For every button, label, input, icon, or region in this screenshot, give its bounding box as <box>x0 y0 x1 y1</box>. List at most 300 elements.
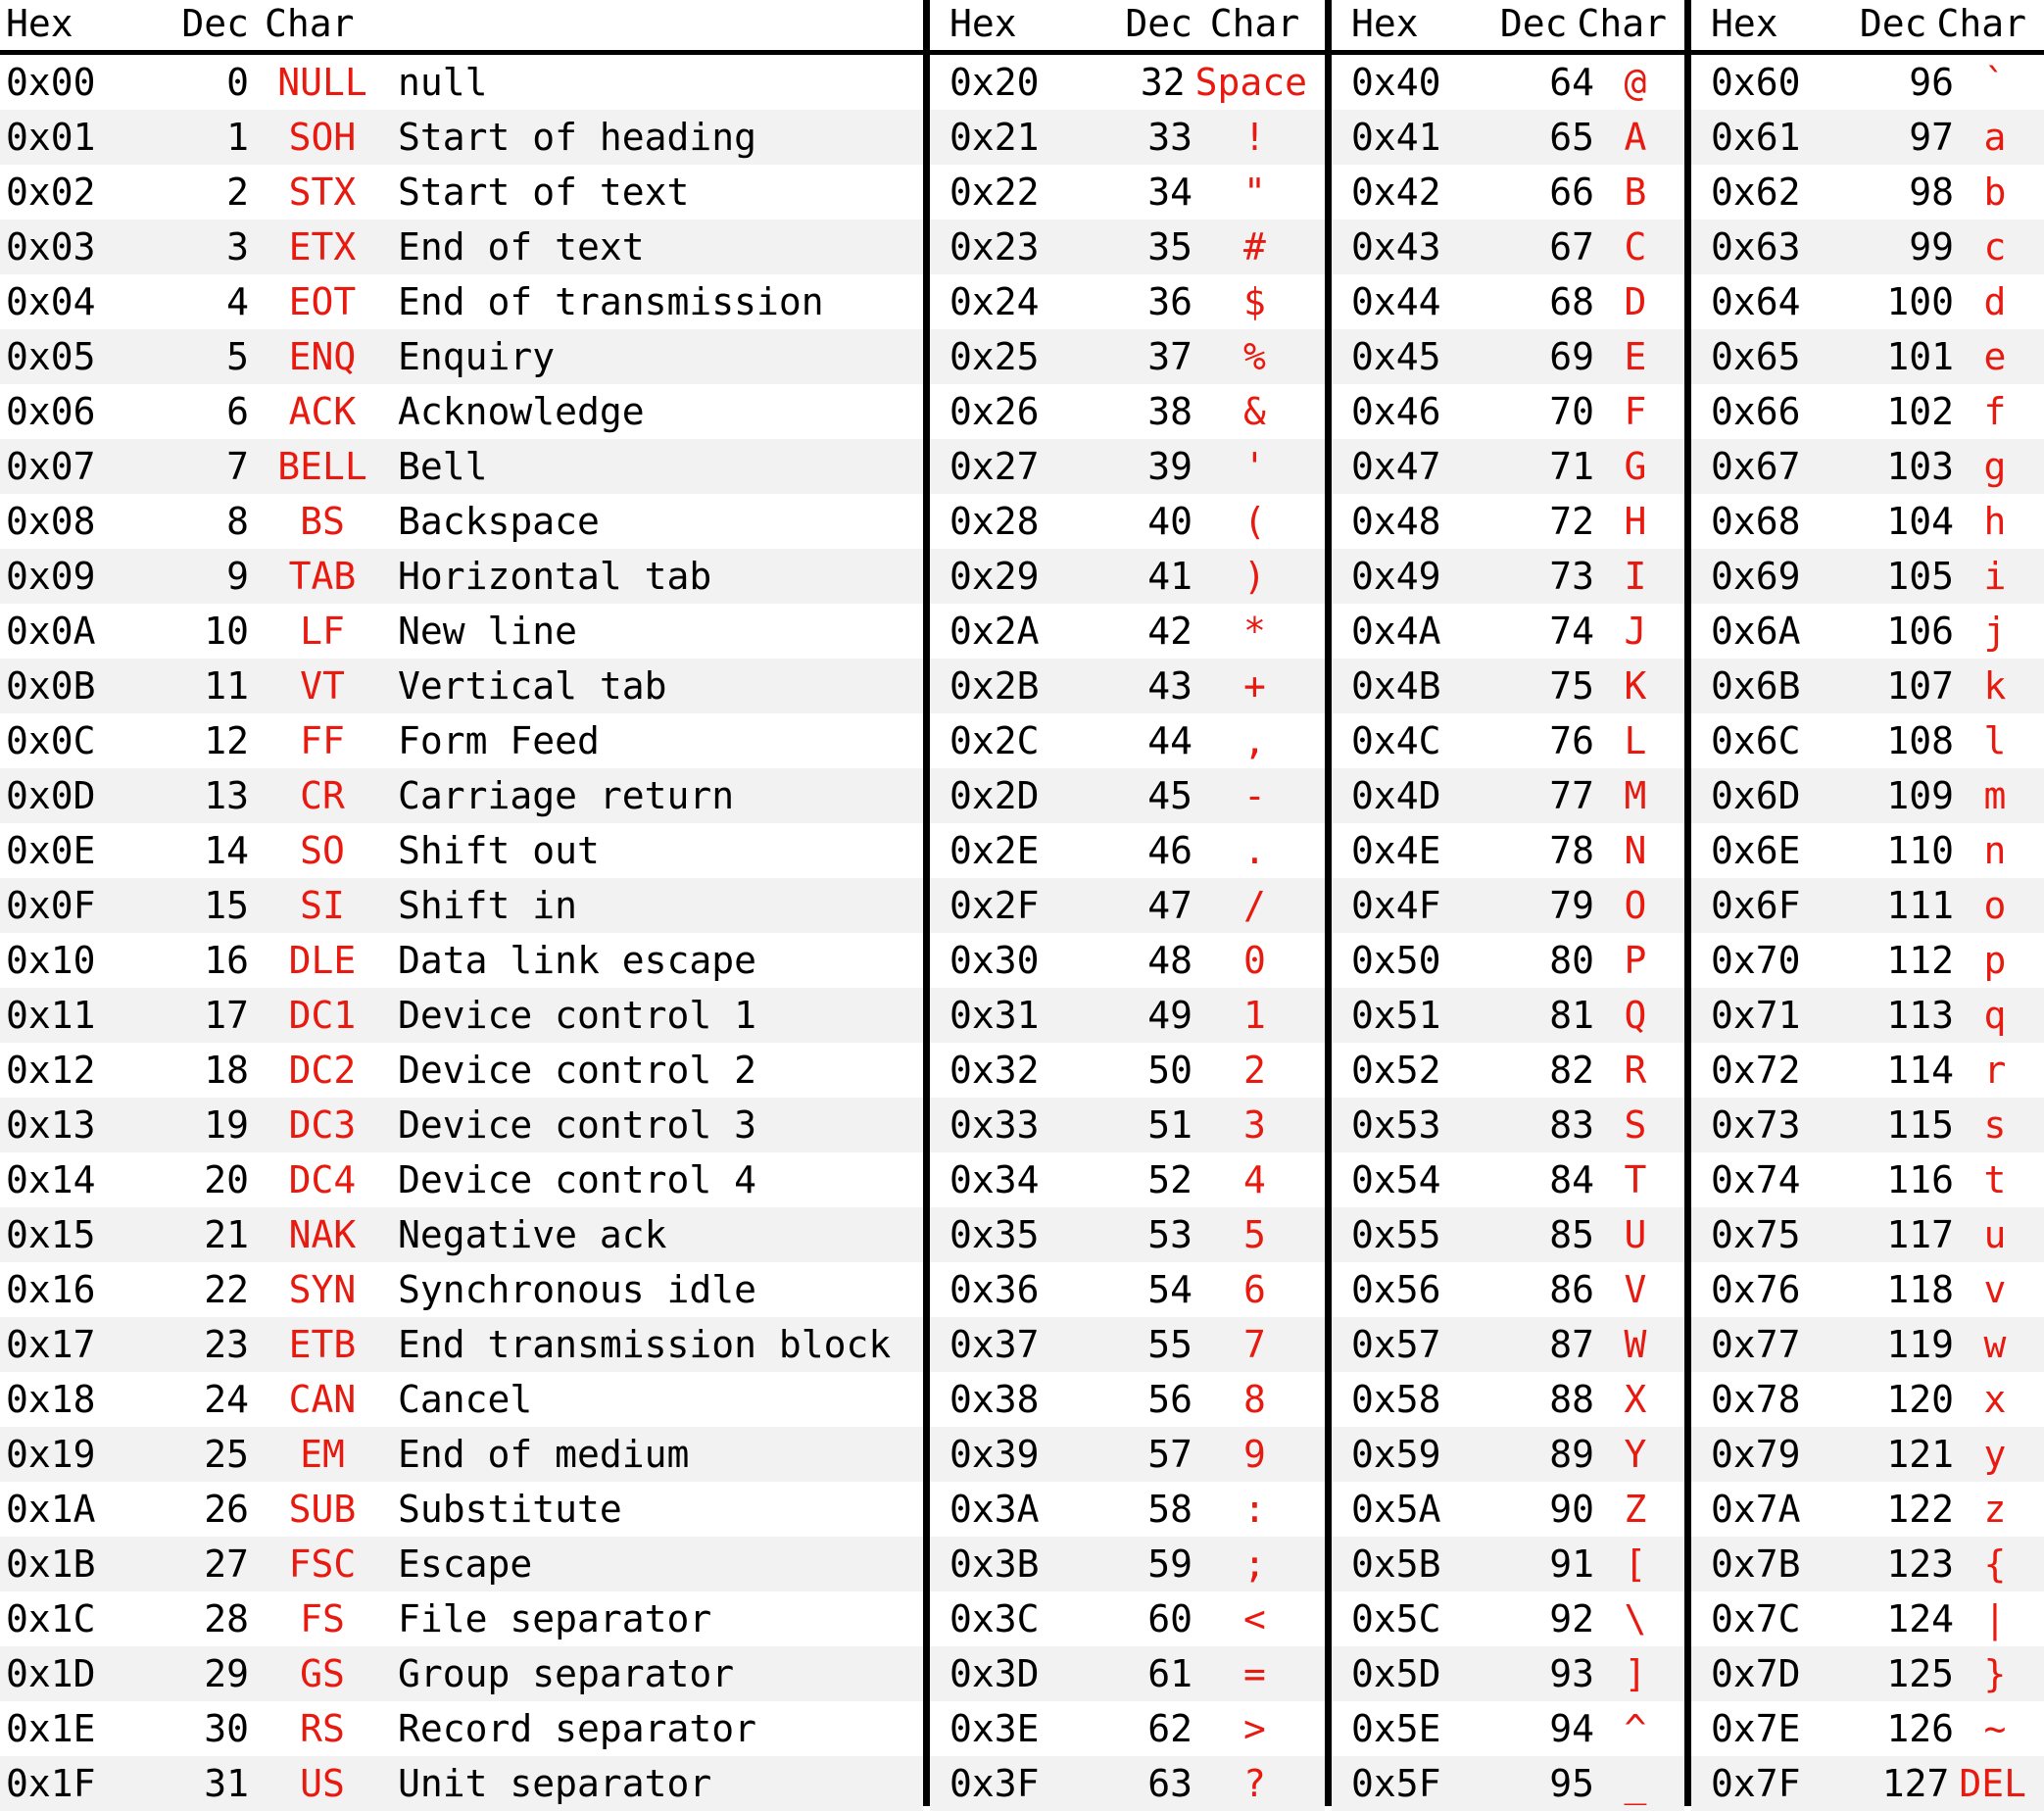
cell-character: c <box>1983 225 2007 269</box>
cell-character: U <box>1624 1213 1647 1256</box>
cell-abbreviation: DC3 <box>288 1103 357 1147</box>
cell-character: X <box>1624 1378 1647 1421</box>
cell-dec: 115 <box>1886 1103 1954 1147</box>
cell-character: ^ <box>1624 1707 1647 1750</box>
cell-hex: 0x3C <box>949 1597 1040 1640</box>
cell-hex: 0x12 <box>6 1049 96 1092</box>
table-row <box>1332 329 1684 384</box>
cell-character: > <box>1243 1707 1266 1750</box>
cell-character: 5 <box>1243 1213 1266 1256</box>
cell-hex: 0x10 <box>6 939 96 982</box>
cell-dec: 29 <box>204 1652 249 1695</box>
table-row <box>1332 1317 1684 1372</box>
cell-hex: 0x39 <box>949 1433 1040 1476</box>
cell-hex: 0x77 <box>1711 1323 1801 1366</box>
cell-dec: 84 <box>1549 1158 1594 1201</box>
cell-dec: 60 <box>1147 1597 1192 1640</box>
cell-dec: 114 <box>1886 1049 1954 1092</box>
cell-character: b <box>1983 171 2007 214</box>
table-row <box>0 494 923 549</box>
cell-hex: 0x0C <box>6 719 96 762</box>
table-row <box>1691 1591 2044 1646</box>
cell-hex: 0x49 <box>1351 555 1441 598</box>
table-row <box>930 1646 1325 1701</box>
cell-hex: 0x5E <box>1351 1707 1441 1750</box>
ascii-rows-uppercase <box>1332 55 1684 1811</box>
cell-hex: 0x53 <box>1351 1103 1441 1147</box>
cell-dec: 14 <box>204 829 249 872</box>
cell-character: - <box>1243 774 1266 817</box>
cell-dec: 49 <box>1147 994 1192 1037</box>
cell-description: Synchronous idle <box>398 1268 757 1311</box>
table-row <box>1332 384 1684 439</box>
table-row <box>1691 713 2044 768</box>
cell-hex: 0x1A <box>6 1488 96 1531</box>
cell-character: x <box>1983 1378 2007 1421</box>
cell-hex: 0x07 <box>6 445 96 488</box>
table-row <box>1332 1152 1684 1207</box>
cell-hex: 0x34 <box>949 1158 1040 1201</box>
cell-hex: 0x3F <box>949 1762 1040 1805</box>
cell-abbreviation: CAN <box>288 1378 357 1421</box>
cell-hex: 0x41 <box>1351 116 1441 159</box>
cell-character: $ <box>1243 280 1266 323</box>
cell-dec: 79 <box>1549 884 1594 927</box>
cell-dec: 125 <box>1886 1652 1954 1695</box>
cell-dec: 57 <box>1147 1433 1192 1476</box>
table-row <box>930 604 1325 659</box>
table-row <box>0 1701 923 1756</box>
cell-character: : <box>1243 1488 1266 1531</box>
cell-character: 6 <box>1243 1268 1266 1311</box>
cell-description: Horizontal tab <box>398 555 712 598</box>
cell-dec: 34 <box>1147 171 1192 214</box>
cell-character: y <box>1983 1433 2007 1476</box>
cell-description: Negative ack <box>398 1213 667 1256</box>
cell-character: N <box>1624 829 1647 872</box>
table-row <box>930 1482 1325 1537</box>
table-row <box>930 1317 1325 1372</box>
table-row <box>1332 439 1684 494</box>
cell-description: Record separator <box>398 1707 757 1750</box>
cell-dec: 68 <box>1549 280 1594 323</box>
table-row <box>930 988 1325 1043</box>
cell-dec: 93 <box>1549 1652 1594 1695</box>
table-row <box>0 55 923 110</box>
cell-description: End of medium <box>398 1433 690 1476</box>
cell-character: D <box>1624 280 1647 323</box>
table-row <box>1691 768 2044 823</box>
cell-hex: 0x20 <box>949 61 1040 104</box>
cell-dec: 65 <box>1549 116 1594 159</box>
table-row <box>1332 1207 1684 1262</box>
cell-description: Carriage return <box>398 774 735 817</box>
column-header-char: Char <box>1577 2 1667 45</box>
cell-hex: 0x2C <box>949 719 1040 762</box>
cell-hex: 0x66 <box>1711 390 1801 433</box>
cell-character: 7 <box>1243 1323 1266 1366</box>
cell-description: Substitute <box>398 1488 622 1531</box>
cell-dec: 6 <box>226 390 249 433</box>
cell-hex: 0x0B <box>6 664 96 708</box>
column-header-dec: Dec <box>1499 2 1568 45</box>
cell-dec: 24 <box>204 1378 249 1421</box>
cell-dec: 50 <box>1147 1049 1192 1092</box>
cell-abbreviation: SYN <box>288 1268 357 1311</box>
cell-character: m <box>1983 774 2007 817</box>
cell-dec: 69 <box>1549 335 1594 378</box>
cell-description: Device control 4 <box>398 1158 757 1201</box>
cell-dec: 91 <box>1549 1542 1594 1586</box>
column-header-hex: Hex <box>6 2 73 45</box>
column-header-char: Char <box>265 2 355 45</box>
cell-hex: 0x1C <box>6 1597 96 1640</box>
table-row <box>1691 823 2044 878</box>
cell-dec: 124 <box>1886 1597 1954 1640</box>
table-row <box>1691 1043 2044 1098</box>
cell-character: ) <box>1243 555 1266 598</box>
cell-hex: 0x08 <box>6 500 96 543</box>
table-row <box>1691 1537 2044 1591</box>
cell-description: Bell <box>398 445 488 488</box>
cell-abbreviation: NULL <box>277 61 367 104</box>
cell-dec: 73 <box>1549 555 1594 598</box>
cell-hex: 0x03 <box>6 225 96 269</box>
cell-character: l <box>1983 719 2007 762</box>
cell-hex: 0x62 <box>1711 171 1801 214</box>
cell-dec: 12 <box>204 719 249 762</box>
cell-hex: 0x6D <box>1711 774 1801 817</box>
cell-character: s <box>1983 1103 2007 1147</box>
cell-character: S <box>1624 1103 1647 1147</box>
cell-dec: 51 <box>1147 1103 1192 1147</box>
cell-hex: 0x57 <box>1351 1323 1441 1366</box>
cell-dec: 87 <box>1549 1323 1594 1366</box>
table-row <box>1332 768 1684 823</box>
cell-character: ] <box>1624 1652 1647 1695</box>
cell-description: Device control 3 <box>398 1103 757 1147</box>
table-row <box>1332 604 1684 659</box>
cell-description: End of transmission <box>398 280 824 323</box>
cell-dec: 119 <box>1886 1323 1954 1366</box>
cell-hex: 0x2F <box>949 884 1040 927</box>
cell-dec: 5 <box>226 335 249 378</box>
cell-dec: 63 <box>1147 1762 1192 1805</box>
cell-dec: 31 <box>204 1762 249 1805</box>
cell-abbreviation: RS <box>300 1707 345 1750</box>
table-row <box>1332 1427 1684 1482</box>
cell-dec: 15 <box>204 884 249 927</box>
cell-hex: 0x69 <box>1711 555 1801 598</box>
cell-dec: 103 <box>1886 445 1954 488</box>
cell-dec: 118 <box>1886 1268 1954 1311</box>
table-row <box>0 165 923 220</box>
cell-hex: 0x2D <box>949 774 1040 817</box>
table-row <box>1691 274 2044 329</box>
cell-dec: 102 <box>1886 390 1954 433</box>
ascii-rows-punctuation-digits <box>930 55 1325 1811</box>
cell-character: 8 <box>1243 1378 1266 1421</box>
cell-hex: 0x7D <box>1711 1652 1801 1695</box>
table-row <box>1691 220 2044 274</box>
cell-description: Backspace <box>398 500 600 543</box>
cell-hex: 0x4C <box>1351 719 1441 762</box>
table-row <box>1691 549 2044 604</box>
cell-hex: 0x3B <box>949 1542 1040 1586</box>
cell-character: Q <box>1624 994 1647 1037</box>
cell-dec: 78 <box>1549 829 1594 872</box>
cell-character: M <box>1624 774 1647 817</box>
table-row <box>0 1207 923 1262</box>
cell-hex: 0x09 <box>6 555 96 598</box>
cell-dec: 43 <box>1147 664 1192 708</box>
table-row <box>0 1591 923 1646</box>
table-row <box>1691 1427 2044 1482</box>
table-row <box>0 1317 923 1372</box>
cell-dec: 61 <box>1147 1652 1192 1695</box>
cell-description: Form Feed <box>398 719 600 762</box>
cell-character: T <box>1624 1158 1647 1201</box>
cell-character: q <box>1983 994 2007 1037</box>
cell-character: I <box>1624 555 1647 598</box>
cell-dec: 4 <box>226 280 249 323</box>
cell-dec: 16 <box>204 939 249 982</box>
table-row <box>0 933 923 988</box>
cell-character: W <box>1624 1323 1647 1366</box>
table-row <box>930 494 1325 549</box>
cell-hex: 0x52 <box>1351 1049 1441 1092</box>
cell-dec: 7 <box>226 445 249 488</box>
cell-character: P <box>1624 939 1647 982</box>
ascii-block-uppercase <box>1332 0 1684 1806</box>
cell-description: Shift in <box>398 884 578 927</box>
cell-hex: 0x19 <box>6 1433 96 1476</box>
table-row <box>1691 933 2044 988</box>
cell-hex: 0x51 <box>1351 994 1441 1037</box>
table-row <box>0 1646 923 1701</box>
cell-dec: 58 <box>1147 1488 1192 1531</box>
table-row <box>1691 494 2044 549</box>
column-header-row <box>1691 0 2044 55</box>
cell-abbreviation: ETX <box>288 225 357 269</box>
cell-character: @ <box>1624 61 1647 104</box>
cell-hex: 0x0D <box>6 774 96 817</box>
cell-hex: 0x74 <box>1711 1158 1801 1201</box>
cell-hex: 0x01 <box>6 116 96 159</box>
cell-hex: 0x40 <box>1351 61 1441 104</box>
cell-dec: 88 <box>1549 1378 1594 1421</box>
cell-dec: 121 <box>1886 1433 1954 1476</box>
cell-dec: 117 <box>1886 1213 1954 1256</box>
cell-hex: 0x44 <box>1351 280 1441 323</box>
table-row <box>930 1372 1325 1427</box>
table-row <box>930 329 1325 384</box>
cell-hex: 0x5B <box>1351 1542 1441 1586</box>
cell-character: o <box>1983 884 2007 927</box>
cell-hex: 0x6F <box>1711 884 1801 927</box>
cell-dec: 80 <box>1549 939 1594 982</box>
table-row <box>1332 549 1684 604</box>
cell-character: Z <box>1624 1488 1647 1531</box>
cell-hex: 0x23 <box>949 225 1040 269</box>
cell-character: A <box>1624 116 1647 159</box>
cell-dec: 120 <box>1886 1378 1954 1421</box>
cell-hex: 0x02 <box>6 171 96 214</box>
cell-description: New line <box>398 610 578 653</box>
cell-hex: 0x73 <box>1711 1103 1801 1147</box>
cell-character: ~ <box>1983 1707 2007 1750</box>
cell-hex: 0x0A <box>6 610 96 653</box>
cell-dec: 111 <box>1886 884 1954 927</box>
table-row <box>1691 165 2044 220</box>
table-row <box>930 878 1325 933</box>
cell-character: * <box>1243 610 1266 653</box>
column-header-char: Char <box>1936 2 2026 45</box>
cell-description: Start of text <box>398 171 690 214</box>
cell-hex: 0x47 <box>1351 445 1441 488</box>
table-row <box>1332 494 1684 549</box>
column-divider <box>923 0 930 1806</box>
cell-abbreviation: CR <box>300 774 345 817</box>
table-row <box>1332 823 1684 878</box>
cell-dec: 62 <box>1147 1707 1192 1750</box>
cell-hex: 0x6E <box>1711 829 1801 872</box>
cell-character: z <box>1983 1488 2007 1531</box>
cell-hex: 0x1F <box>6 1762 96 1805</box>
table-row <box>930 165 1325 220</box>
cell-abbreviation: GS <box>300 1652 345 1695</box>
cell-dec: 56 <box>1147 1378 1192 1421</box>
cell-hex: 0x42 <box>1351 171 1441 214</box>
column-header-hex: Hex <box>949 2 1017 45</box>
cell-character: f <box>1983 390 2007 433</box>
table-row <box>1691 384 2044 439</box>
table-row <box>0 1152 923 1207</box>
cell-dec: 26 <box>204 1488 249 1531</box>
table-row <box>1332 220 1684 274</box>
table-row <box>930 439 1325 494</box>
table-row <box>1332 713 1684 768</box>
cell-hex: 0x7E <box>1711 1707 1801 1750</box>
cell-character: } <box>1983 1652 2007 1695</box>
cell-dec: 74 <box>1549 610 1594 653</box>
cell-character: ( <box>1243 500 1266 543</box>
table-row <box>1332 1756 1684 1811</box>
cell-abbreviation: EM <box>300 1433 345 1476</box>
table-row <box>1691 1701 2044 1756</box>
cell-dec: 22 <box>204 1268 249 1311</box>
cell-dec: 83 <box>1549 1103 1594 1147</box>
cell-hex: 0x45 <box>1351 335 1441 378</box>
table-row <box>0 384 923 439</box>
cell-dec: 20 <box>204 1158 249 1201</box>
cell-hex: 0x60 <box>1711 61 1801 104</box>
cell-dec: 27 <box>204 1542 249 1586</box>
cell-hex: 0x7F <box>1711 1762 1801 1805</box>
table-row <box>1332 110 1684 165</box>
cell-hex: 0x78 <box>1711 1378 1801 1421</box>
cell-abbreviation: FS <box>300 1597 345 1640</box>
cell-dec: 39 <box>1147 445 1192 488</box>
cell-character: [ <box>1624 1542 1647 1586</box>
cell-dec: 13 <box>204 774 249 817</box>
table-row <box>930 1537 1325 1591</box>
cell-abbreviation: ENQ <box>288 335 357 378</box>
cell-hex: 0x5D <box>1351 1652 1441 1695</box>
cell-character: ! <box>1243 116 1266 159</box>
cell-dec: 66 <box>1549 171 1594 214</box>
cell-hex: 0x3E <box>949 1707 1040 1750</box>
table-row <box>0 1482 923 1537</box>
cell-dec: 81 <box>1549 994 1594 1037</box>
cell-hex: 0x35 <box>949 1213 1040 1256</box>
cell-dec: 59 <box>1147 1542 1192 1586</box>
table-row <box>0 878 923 933</box>
table-row <box>0 604 923 659</box>
cell-hex: 0x24 <box>949 280 1040 323</box>
cell-dec: 21 <box>204 1213 249 1256</box>
cell-dec: 105 <box>1886 555 1954 598</box>
cell-description: End transmission block <box>398 1323 892 1366</box>
cell-character: ` <box>1983 61 2007 104</box>
table-row <box>0 823 923 878</box>
cell-hex: 0x27 <box>949 445 1040 488</box>
cell-hex: 0x14 <box>6 1158 96 1201</box>
cell-dec: 106 <box>1886 610 1954 653</box>
cell-hex: 0x16 <box>6 1268 96 1311</box>
cell-character: # <box>1243 225 1266 269</box>
table-row <box>930 1207 1325 1262</box>
table-row <box>1332 1262 1684 1317</box>
cell-dec: 25 <box>204 1433 249 1476</box>
ascii-rows-control-codes <box>0 55 923 1811</box>
cell-hex: 0x29 <box>949 555 1040 598</box>
cell-character: n <box>1983 829 2007 872</box>
cell-dec: 8 <box>226 500 249 543</box>
cell-abbreviation: TAB <box>288 555 357 598</box>
cell-abbreviation: DC1 <box>288 994 357 1037</box>
table-row <box>1332 1537 1684 1591</box>
table-row <box>0 988 923 1043</box>
cell-character: = <box>1243 1652 1266 1695</box>
cell-character: . <box>1243 829 1266 872</box>
table-row <box>1332 1591 1684 1646</box>
cell-abbreviation: LF <box>300 610 345 653</box>
cell-dec: 71 <box>1549 445 1594 488</box>
cell-character: G <box>1624 445 1647 488</box>
table-row <box>0 329 923 384</box>
cell-hex: 0x22 <box>949 171 1040 214</box>
cell-description: Vertical tab <box>398 664 667 708</box>
table-row <box>0 1262 923 1317</box>
cell-dec: 72 <box>1549 500 1594 543</box>
column-header-row <box>930 0 1325 55</box>
cell-hex: 0x4F <box>1351 884 1441 927</box>
cell-hex: 0x58 <box>1351 1378 1441 1421</box>
cell-dec: 113 <box>1886 994 1954 1037</box>
table-row <box>930 1098 1325 1152</box>
cell-dec: 28 <box>204 1597 249 1640</box>
cell-dec: 53 <box>1147 1213 1192 1256</box>
cell-character: r <box>1983 1049 2007 1092</box>
cell-hex: 0x05 <box>6 335 96 378</box>
cell-hex: 0x79 <box>1711 1433 1801 1476</box>
cell-hex: 0x30 <box>949 939 1040 982</box>
cell-dec: 18 <box>204 1049 249 1092</box>
cell-character: DEL <box>1959 1762 2026 1805</box>
cell-dec: 48 <box>1147 939 1192 982</box>
cell-abbreviation: FF <box>300 719 345 762</box>
